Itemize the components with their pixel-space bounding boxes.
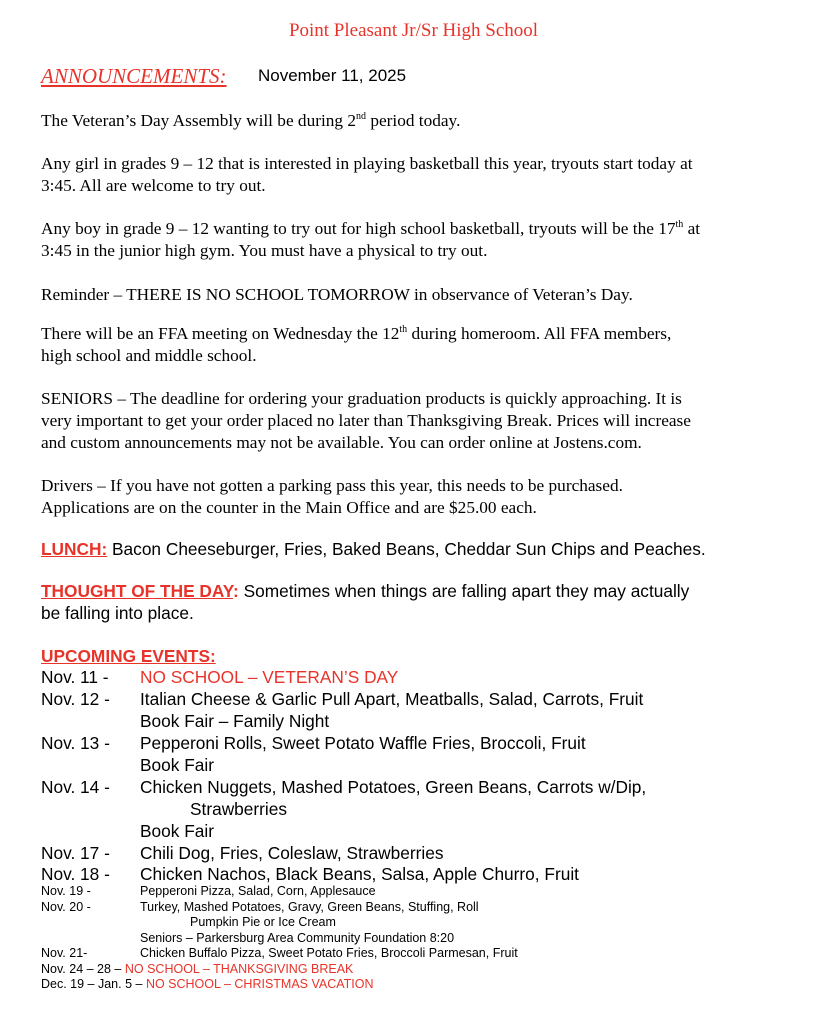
- upcoming-events-heading: UPCOMING EVENTS:: [41, 646, 216, 666]
- event-text: Italian Cheese & Garlic Pull Apart, Meatballs, Salad, Carrots, Fruit: [140, 689, 644, 709]
- event-date: Nov. 12 -: [41, 689, 110, 709]
- event-date: Nov. 21-: [41, 946, 88, 960]
- christmas-vacation-event: Dec. 19 – Jan. 5 – NO SCHOOL – CHRISTMAS VACATION: [41, 977, 374, 991]
- lunch-label: LUNCH:: [41, 539, 108, 559]
- event-date: Nov. 11 -: [41, 667, 109, 687]
- announcement-date: November 11, 2025: [258, 66, 407, 85]
- event-text: Strawberries: [190, 799, 287, 819]
- assembly-announcement: The Veteran’s Day Assembly will be during 2nd period today.: [41, 111, 461, 130]
- event-text: Pepperoni Pizza, Salad, Corn, Applesauce: [140, 884, 376, 898]
- event-date: Nov. 13 -: [41, 733, 110, 753]
- lunch-line: LUNCH: Bacon Cheeseburger, Fries, Baked Beans, Cheddar Sun Chips and Peaches.: [41, 539, 706, 559]
- event-text: Pepperoni Rolls, Sweet Potato Waffle Fries, Broccoli, Fruit: [140, 733, 586, 753]
- seniors-announcement: SENIORS – The deadline for ordering your graduation products is quickly approaching. It is very important to get your order placed no later than Thanksgiving Break. Prices will increase and custom announcements may not be available. You can order online at Jostens.com.: [41, 389, 691, 452]
- ffa-announcement: There will be an FFA meeting on Wednesday the 12th during homeroom. All FFA members, high school and middle school.: [41, 324, 672, 365]
- event-text: Chicken Buffalo Pizza, Sweet Potato Fries, Broccoli Parmesan, Fruit: [140, 946, 518, 960]
- event-date: Nov. 18 -: [41, 864, 110, 884]
- boys-basketball-announcement: Any boy in grade 9 – 12 wanting to try out for high school basketball, tryouts will be the 17th at 3:45 in the junior high gym. You must have a physical to try out.: [41, 219, 701, 260]
- event-date: Nov. 20 -: [41, 900, 91, 914]
- event-text: Pumpkin Pie or Ice Cream: [190, 915, 336, 929]
- girls-basketball-announcement: Any girl in grades 9 – 12 that is interested in playing basketball this year, tryouts start today at 3:45. All are welcome to try out.: [41, 154, 693, 195]
- drivers-announcement: Drivers – If you have not gotten a parking pass this year, this needs to be purchased. Applications are on the counter in the Main Office and are $25.00 each.: [41, 476, 623, 517]
- no-school-reminder: Reminder – THERE IS NO SCHOOL TOMORROW in observance of Veteran’s Day.: [41, 285, 633, 304]
- event-date: Nov. 14 -: [41, 777, 110, 797]
- event-text: Seniors – Parkersburg Area Community Foundation 8:20: [140, 931, 455, 945]
- event-date: Nov. 19 -: [41, 884, 91, 898]
- event-text: NO SCHOOL – VETERAN’S DAY: [140, 667, 399, 687]
- event-text: Book Fair: [140, 821, 214, 841]
- school-name: Point Pleasant Jr/Sr High School: [288, 20, 539, 41]
- thought-label: THOUGHT OF THE DAY: [41, 581, 234, 601]
- event-text: Book Fair: [140, 755, 214, 775]
- event-text: Chicken Nuggets, Mashed Potatoes, Green Beans, Carrots w/Dip,: [140, 777, 647, 797]
- event-text: Turkey, Mashed Potatoes, Gravy, Green Beans, Stuffing, Roll: [140, 900, 479, 914]
- event-text: Chili Dog, Fries, Coleslaw, Strawberries: [140, 843, 444, 863]
- event-date: Nov. 17 -: [41, 843, 110, 863]
- announcements-heading: ANNOUNCEMENTS:: [41, 64, 227, 88]
- thought-of-the-day: THOUGHT OF THE DAY: Sometimes when things are falling apart they may actually be falling into place.: [41, 581, 690, 623]
- event-text: Book Fair – Family Night: [140, 711, 330, 731]
- thanksgiving-break-event: Nov. 24 – 28 – NO SCHOOL – THANKSGIVING BREAK: [41, 962, 354, 976]
- event-text: Chicken Nachos, Black Beans, Salsa, Apple Churro, Fruit: [140, 864, 579, 884]
